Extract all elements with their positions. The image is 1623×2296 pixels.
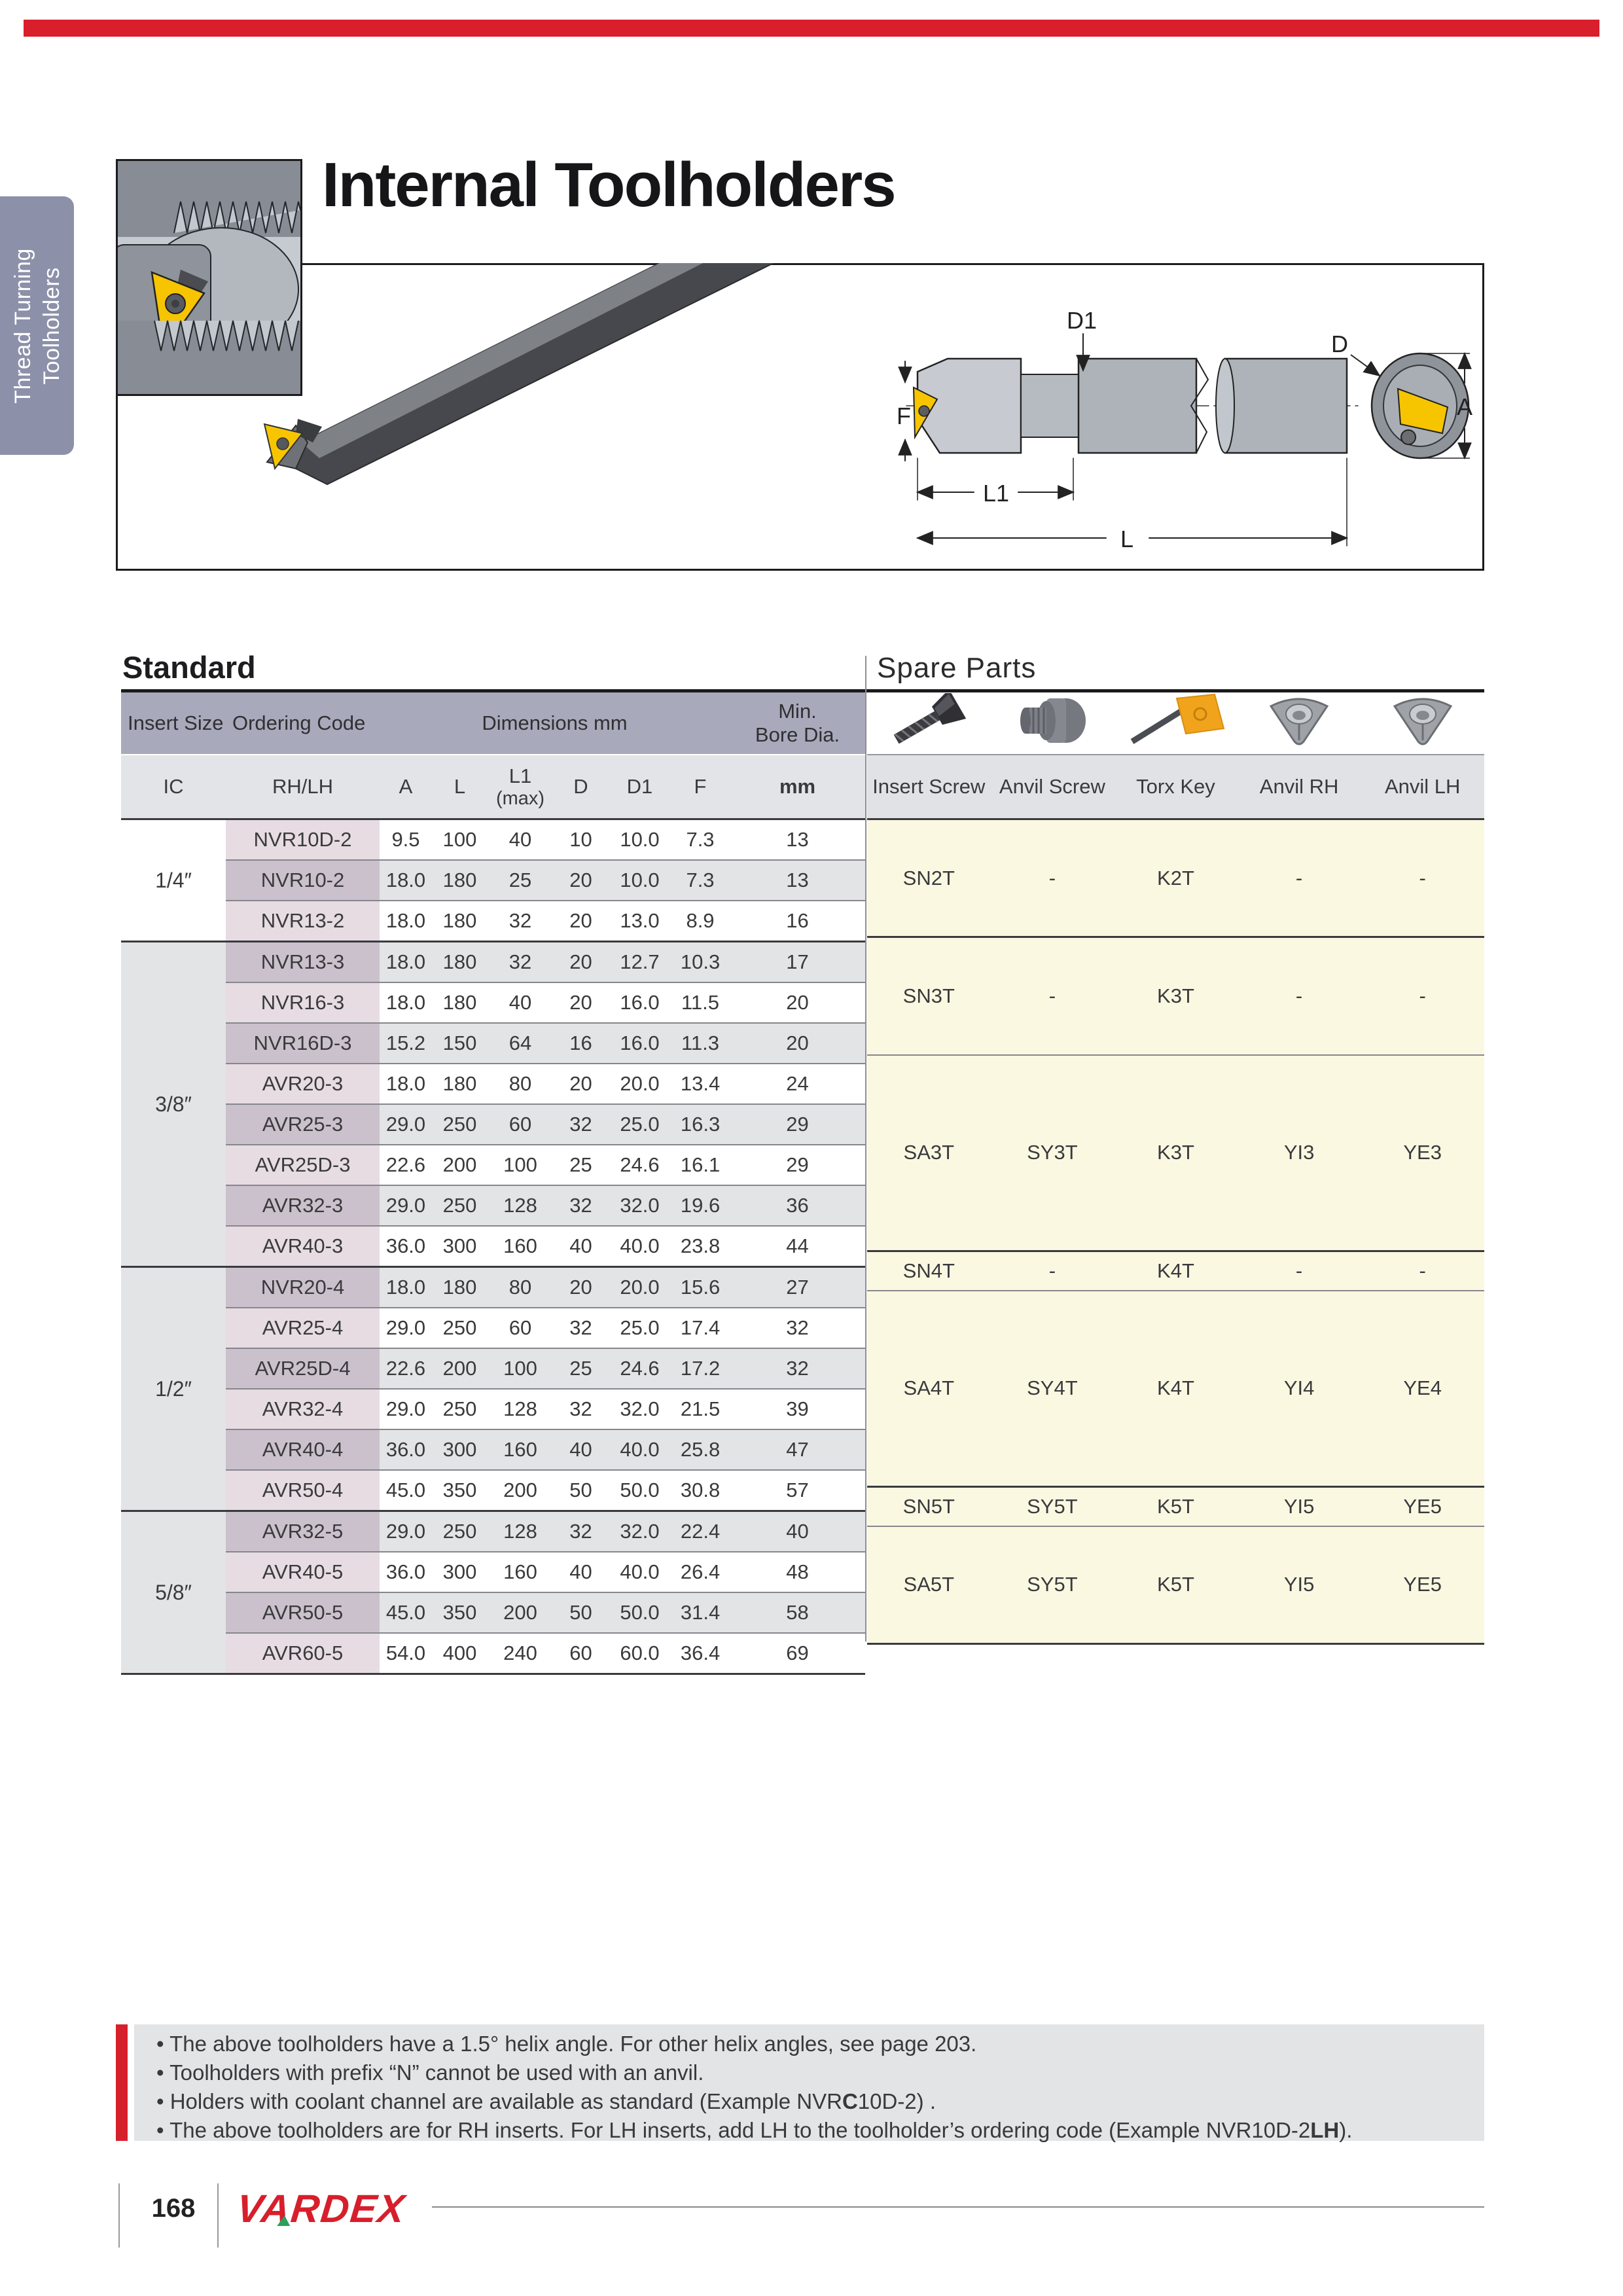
- dimension-cell: 9.5: [380, 819, 432, 861]
- spare-part-cell: K3T: [1114, 937, 1238, 1055]
- dimension-cell: 400: [432, 1633, 488, 1674]
- dimension-cell: 25: [553, 1145, 609, 1185]
- spare-part-cell: SA4T: [867, 1291, 991, 1487]
- spare-part-cell: SY4T: [991, 1291, 1115, 1487]
- spare-parts-row: [867, 1055, 1484, 1251]
- col-header-anvil-rh: Anvil RH: [1238, 755, 1361, 819]
- end-view-drawing: [1331, 331, 1472, 458]
- ordering-code-cell: NVR13-3: [226, 942, 380, 983]
- dimension-cell: 50: [553, 1470, 609, 1511]
- dimension-cell: 240: [488, 1633, 553, 1674]
- dimension-cell: 32.0: [609, 1389, 671, 1429]
- dimension-cell: 10.0: [609, 819, 671, 861]
- ordering-code-cell: AVR32-3: [226, 1185, 380, 1226]
- dimension-cell: 16.3: [671, 1104, 730, 1145]
- top-red-bar: [24, 20, 1599, 37]
- ordering-code-cell: AVR25-3: [226, 1104, 380, 1145]
- dimension-cell: 31.4: [671, 1592, 730, 1633]
- insert-size-cell: 3/8″: [121, 942, 226, 1267]
- table-row: [121, 1104, 865, 1145]
- dimension-cell: 57: [730, 1470, 865, 1511]
- col-header-anvil-lh: Anvil LH: [1361, 755, 1484, 819]
- standard-heading: Standard: [122, 650, 256, 685]
- dimension-cell: 180: [432, 1064, 488, 1104]
- thread-cross-section-illustration: [118, 161, 300, 394]
- ordering-code-cell: AVR25-4: [226, 1308, 380, 1348]
- notes-box: [134, 2024, 1484, 2141]
- spare-part-cell: K5T: [1114, 1526, 1238, 1644]
- insert-size-cell: 1/2″: [121, 1267, 226, 1511]
- table-row: [121, 901, 865, 942]
- dimension-cell: 24.6: [609, 1145, 671, 1185]
- table-row: [121, 1633, 865, 1674]
- dimension-cell: 32: [730, 1348, 865, 1389]
- col-header-min-bore: Min. Bore Dia.: [730, 692, 865, 755]
- svg-text:L: L: [1120, 526, 1134, 552]
- table-row: [121, 1267, 865, 1308]
- dimension-cell: 160: [488, 1226, 553, 1267]
- table-row: [121, 1023, 865, 1064]
- ordering-code-cell: AVR40-4: [226, 1429, 380, 1470]
- dimension-cell: 300: [432, 1552, 488, 1592]
- ordering-code-cell: AVR50-4: [226, 1470, 380, 1511]
- insert-size-cell: 5/8″: [121, 1511, 226, 1674]
- dimension-cell: 36.4: [671, 1633, 730, 1674]
- dimension-cell: 16: [553, 1023, 609, 1064]
- spare-part-cell: -: [991, 937, 1115, 1055]
- spare-parts-row: [867, 1251, 1484, 1291]
- dimension-cell: 32: [488, 901, 553, 942]
- spare-part-cell: SY5T: [991, 1526, 1115, 1644]
- col-header-insert-screw: Insert Screw: [867, 755, 991, 819]
- ordering-code-cell: AVR32-4: [226, 1389, 380, 1429]
- dimension-cell: 25: [488, 860, 553, 901]
- footer-rule: [432, 2206, 1484, 2208]
- page-number: 168: [151, 2194, 196, 2223]
- col-header-insert-size: Insert Size: [121, 692, 226, 755]
- spare-part-cell: YI3: [1238, 1055, 1361, 1251]
- spare-part-cell: YI5: [1238, 1487, 1361, 1526]
- dimension-cell: 150: [432, 1023, 488, 1064]
- dimension-cell: 20: [553, 982, 609, 1023]
- dimension-cell: 18.0: [380, 860, 432, 901]
- dimension-cell: 36.0: [380, 1226, 432, 1267]
- dimension-cell: 16.1: [671, 1145, 730, 1185]
- spare-parts-row: [867, 1487, 1484, 1526]
- dimension-cell: 128: [488, 1185, 553, 1226]
- dimension-cell: 250: [432, 1104, 488, 1145]
- dimension-cell: 12.7: [609, 942, 671, 983]
- dimension-cell: 17.2: [671, 1348, 730, 1389]
- ordering-code-cell: AVR20-3: [226, 1064, 380, 1104]
- dimension-cell: 17.4: [671, 1308, 730, 1348]
- dimension-cell: 44: [730, 1226, 865, 1267]
- ordering-code-cell: AVR25D-4: [226, 1348, 380, 1389]
- dimension-cell: 18.0: [380, 1267, 432, 1308]
- dimension-cell: 21.5: [671, 1389, 730, 1429]
- dimension-cell: 11.5: [671, 982, 730, 1023]
- spare-part-cell: SY3T: [991, 1055, 1115, 1251]
- dimension-cell: 29.0: [380, 1308, 432, 1348]
- dimension-cell: 100: [432, 819, 488, 861]
- col-header-dimensions: Dimensions mm: [380, 692, 730, 755]
- table-row: [121, 1308, 865, 1348]
- spare-part-cell: -: [1361, 819, 1484, 937]
- dimension-cell: 60: [553, 1633, 609, 1674]
- table-row: [121, 1145, 865, 1185]
- dimension-cell: 32: [553, 1104, 609, 1145]
- spare-part-cell: YE3: [1361, 1055, 1484, 1251]
- footer-separator: [217, 2183, 219, 2248]
- spare-part-cell: K3T: [1114, 1055, 1238, 1251]
- spare-parts-table: [867, 692, 1484, 1645]
- dimension-cell: 40.0: [609, 1429, 671, 1470]
- ordering-code-cell: AVR60-5: [226, 1633, 380, 1674]
- spare-part-cell: SN3T: [867, 937, 991, 1055]
- dimension-cell: 25.0: [609, 1308, 671, 1348]
- spare-part-cell: YI4: [1238, 1291, 1361, 1487]
- spare-parts-heading: Spare Parts: [877, 652, 1037, 684]
- toolholder-diagram: [116, 263, 1484, 571]
- vardex-logo: VARDEX: [234, 2187, 408, 2231]
- ordering-code-cell: NVR13-2: [226, 901, 380, 942]
- svg-text:A: A: [1457, 393, 1473, 420]
- dimension-cell: 16.0: [609, 1023, 671, 1064]
- dimension-cell: 180: [432, 860, 488, 901]
- table-header-row: [121, 692, 865, 755]
- page-title: Internal Toolholders: [322, 150, 895, 220]
- spare-part-cell: K5T: [1114, 1487, 1238, 1526]
- dimension-cell: 30.8: [671, 1470, 730, 1511]
- dimension-cell: 40: [488, 819, 553, 861]
- table-divider: [865, 656, 866, 1641]
- dimension-cell: 40: [730, 1511, 865, 1552]
- dimension-cell: 300: [432, 1226, 488, 1267]
- ordering-code-cell: NVR10D-2: [226, 819, 380, 861]
- svg-text:D: D: [1331, 331, 1348, 357]
- spare-part-cell: YE4: [1361, 1291, 1484, 1487]
- spare-part-cell: K4T: [1114, 1251, 1238, 1291]
- table-row: [121, 942, 865, 983]
- spare-part-cell: -: [1361, 937, 1484, 1055]
- table-row: [121, 1389, 865, 1429]
- dimension-cell: 19.6: [671, 1185, 730, 1226]
- dimension-cell: 300: [432, 1429, 488, 1470]
- dimension-cell: 22.4: [671, 1511, 730, 1552]
- dimension-cell: 22.6: [380, 1348, 432, 1389]
- dimension-cell: 32: [488, 942, 553, 983]
- dimension-cell: 180: [432, 1267, 488, 1308]
- table-row: [121, 1429, 865, 1470]
- dimension-cell: 18.0: [380, 1064, 432, 1104]
- dimension-cell: 50.0: [609, 1592, 671, 1633]
- dimension-cell: 24: [730, 1064, 865, 1104]
- table-row: [121, 982, 865, 1023]
- ordering-code-cell: AVR40-5: [226, 1552, 380, 1592]
- spare-parts-row: [867, 1526, 1484, 1644]
- dimension-cell: 25.8: [671, 1429, 730, 1470]
- spare-part-cell: -: [1238, 1251, 1361, 1291]
- dimension-cell: 39: [730, 1389, 865, 1429]
- footer-separator: [118, 2183, 120, 2248]
- dimension-cell: 80: [488, 1267, 553, 1308]
- dimension-cell: 32: [553, 1308, 609, 1348]
- toolholder-3d-render: [264, 263, 789, 484]
- anvil-screw-icon: [991, 692, 1115, 755]
- dimension-cell: 45.0: [380, 1470, 432, 1511]
- dimension-cell: 180: [432, 942, 488, 983]
- col-header-anvil-screw: Anvil Screw: [991, 755, 1115, 819]
- dimension-cell: 20.0: [609, 1064, 671, 1104]
- dimension-cell: 54.0: [380, 1633, 432, 1674]
- col-header-mm: mm: [730, 755, 865, 819]
- spare-part-cell: SN2T: [867, 819, 991, 937]
- spare-parts-row: [867, 937, 1484, 1055]
- dimension-cell: 200: [432, 1348, 488, 1389]
- dimension-cell: 10.3: [671, 942, 730, 983]
- insert-size-cell: 1/4″: [121, 819, 226, 942]
- dimension-cell: 15.6: [671, 1267, 730, 1308]
- dimension-cell: 29.0: [380, 1389, 432, 1429]
- dimension-cell: 64: [488, 1023, 553, 1064]
- col-header-d: D: [553, 755, 609, 819]
- spare-part-cell: YE5: [1361, 1526, 1484, 1644]
- dimension-cell: 40.0: [609, 1552, 671, 1592]
- application-photo: [116, 159, 302, 396]
- dimension-cell: 18.0: [380, 942, 432, 983]
- spare-part-cell: -: [1238, 819, 1361, 937]
- ordering-code-cell: NVR16D-3: [226, 1023, 380, 1064]
- spare-icons-row: [867, 692, 1484, 755]
- footnote: • The above toolholders are for RH inserts. For LH inserts, add LH to the toolholder’s ordering code (Example NVR10D-2LH).: [156, 2118, 1353, 2142]
- sidebar-tab-thread-turning[interactable]: [0, 196, 74, 455]
- spare-part-cell: K2T: [1114, 819, 1238, 937]
- dimension-cell: 40: [553, 1226, 609, 1267]
- dimension-cell: 20.0: [609, 1267, 671, 1308]
- col-header-a: A: [380, 755, 432, 819]
- dimension-cell: 24.6: [609, 1348, 671, 1389]
- dimension-cell: 40: [553, 1552, 609, 1592]
- dimension-cell: 7.3: [671, 860, 730, 901]
- dimension-cell: 18.0: [380, 901, 432, 942]
- table-row: [121, 1226, 865, 1267]
- dimension-cell: 40.0: [609, 1226, 671, 1267]
- dimension-cell: 100: [488, 1145, 553, 1185]
- dimension-cell: 47: [730, 1429, 865, 1470]
- spare-part-cell: -: [1361, 1251, 1484, 1291]
- dimension-cell: 250: [432, 1511, 488, 1552]
- ordering-code-cell: AVR50-5: [226, 1592, 380, 1633]
- dimension-cell: 32: [553, 1511, 609, 1552]
- spare-part-cell: -: [991, 1251, 1115, 1291]
- ordering-code-cell: NVR20-4: [226, 1267, 380, 1308]
- ordering-code-cell: AVR25D-3: [226, 1145, 380, 1185]
- spare-parts-row: [867, 1291, 1484, 1487]
- col-header-f: F: [671, 755, 730, 819]
- table-row: [121, 860, 865, 901]
- dimension-cell: 23.8: [671, 1226, 730, 1267]
- dimension-cell: 8.9: [671, 901, 730, 942]
- ordering-code-cell: NVR16-3: [226, 982, 380, 1023]
- dimension-cell: 200: [488, 1592, 553, 1633]
- dimension-cell: 18.0: [380, 982, 432, 1023]
- svg-text:F: F: [897, 403, 911, 429]
- ordering-code-cell: AVR32-5: [226, 1511, 380, 1552]
- dimension-cell: 25: [553, 1348, 609, 1389]
- dimension-cell: 250: [432, 1389, 488, 1429]
- dimension-cell: 29: [730, 1104, 865, 1145]
- anvil-rh-icon: [1238, 692, 1361, 755]
- dimension-cell: 128: [488, 1389, 553, 1429]
- col-header-l: L: [432, 755, 488, 819]
- dimension-cell: 45.0: [380, 1592, 432, 1633]
- table-row: [121, 1470, 865, 1511]
- dimension-cell: 16: [730, 901, 865, 942]
- dimension-cell: 29.0: [380, 1511, 432, 1552]
- spare-part-cell: SA5T: [867, 1526, 991, 1644]
- dimension-cell: 36: [730, 1185, 865, 1226]
- dimension-cell: 20: [553, 942, 609, 983]
- dimension-cell: 20: [553, 1267, 609, 1308]
- torx-key-icon: [1114, 692, 1238, 755]
- sidebar-tab-label: Thread Turning Toolholders: [10, 247, 64, 404]
- svg-text:D1: D1: [1067, 307, 1097, 334]
- insert-screw-icon: [867, 692, 991, 755]
- dimension-cell: 13: [730, 819, 865, 861]
- dimension-cell: 250: [432, 1185, 488, 1226]
- dimension-cell: 10.0: [609, 860, 671, 901]
- dimension-cell: 160: [488, 1552, 553, 1592]
- dimension-cell: 200: [488, 1470, 553, 1511]
- footnote: • The above toolholders have a 1.5° helix angle. For other helix angles, see page 203.: [156, 2032, 977, 2056]
- spare-part-cell: SN4T: [867, 1251, 991, 1291]
- dimension-cell: 60.0: [609, 1633, 671, 1674]
- dimension-cell: 13.4: [671, 1064, 730, 1104]
- dimension-cell: 32.0: [609, 1185, 671, 1226]
- dimension-cell: 50.0: [609, 1470, 671, 1511]
- spare-part-cell: -: [1238, 937, 1361, 1055]
- table-row: [121, 819, 865, 861]
- footnote: • Holders with coolant channel are available as standard (Example NVRC10D-2) .: [156, 2089, 936, 2113]
- dimension-cell: 10: [553, 819, 609, 861]
- col-header-d1: D1: [609, 755, 671, 819]
- dimension-cell: 80: [488, 1064, 553, 1104]
- dimension-cell: 20: [553, 860, 609, 901]
- dimension-cell: 69: [730, 1633, 865, 1674]
- spare-part-cell: -: [991, 819, 1115, 937]
- col-header-rhlh: RH/LH: [226, 755, 380, 819]
- table-row: [121, 1511, 865, 1552]
- spare-part-cell: SN5T: [867, 1487, 991, 1526]
- dimension-cell: 22.6: [380, 1145, 432, 1185]
- table-row: [121, 1348, 865, 1389]
- dimension-cell: 200: [432, 1145, 488, 1185]
- col-header-l1: L1 (max): [488, 755, 553, 819]
- table-row: [121, 1185, 865, 1226]
- table-row: [121, 1592, 865, 1633]
- dimension-cell: 25.0: [609, 1104, 671, 1145]
- dimension-cell: 29: [730, 1145, 865, 1185]
- dimension-cell: 17: [730, 942, 865, 983]
- dimension-cell: 160: [488, 1429, 553, 1470]
- dimension-cell: 20: [730, 1023, 865, 1064]
- dimension-cell: 13.0: [609, 901, 671, 942]
- dimension-cell: 40: [488, 982, 553, 1023]
- dimension-cell: 15.2: [380, 1023, 432, 1064]
- anvil-lh-icon: [1361, 692, 1484, 755]
- spare-part-cell: K4T: [1114, 1291, 1238, 1487]
- notes-accent-bar: [116, 2024, 128, 2141]
- dimension-cell: 29.0: [380, 1185, 432, 1226]
- table-subheader-row: [121, 755, 865, 819]
- col-header-ordering-code: Ordering Code: [226, 692, 380, 755]
- dimension-cell: 16.0: [609, 982, 671, 1023]
- dimension-cell: 26.4: [671, 1552, 730, 1592]
- dimension-cell: 32: [553, 1185, 609, 1226]
- dimension-cell: 250: [432, 1308, 488, 1348]
- dimension-cell: 20: [730, 982, 865, 1023]
- dimension-cell: 100: [488, 1348, 553, 1389]
- dimension-cell: 48: [730, 1552, 865, 1592]
- footnote: • Toolholders with prefix “N” cannot be used with an anvil.: [156, 2060, 704, 2085]
- table-row: [121, 1064, 865, 1104]
- dimension-cell: 128: [488, 1511, 553, 1552]
- dimension-cell: 13: [730, 860, 865, 901]
- dimension-cell: 350: [432, 1470, 488, 1511]
- dimension-cell: 7.3: [671, 819, 730, 861]
- dimension-cell: 40: [553, 1429, 609, 1470]
- standard-table: [121, 692, 865, 1675]
- svg-text:L1: L1: [983, 480, 1010, 507]
- ordering-code-cell: AVR40-3: [226, 1226, 380, 1267]
- dimension-cell: 32.0: [609, 1511, 671, 1552]
- col-header-torx-key: Torx Key: [1114, 755, 1238, 819]
- col-header-ic: IC: [121, 755, 226, 819]
- dimension-cell: 60: [488, 1104, 553, 1145]
- dimension-cell: 58: [730, 1592, 865, 1633]
- dimension-cell: 32: [730, 1308, 865, 1348]
- dimension-cell: 180: [432, 901, 488, 942]
- spare-part-cell: SA3T: [867, 1055, 991, 1251]
- dimension-cell: 60: [488, 1308, 553, 1348]
- dimension-cell: 50: [553, 1592, 609, 1633]
- spare-part-cell: YE5: [1361, 1487, 1484, 1526]
- dimension-cell: 36.0: [380, 1429, 432, 1470]
- side-view-drawing: [897, 307, 1358, 552]
- spare-labels-row: [867, 755, 1484, 819]
- dimension-cell: 180: [432, 982, 488, 1023]
- spare-part-cell: SY5T: [991, 1487, 1115, 1526]
- logo-green-accent: [277, 2215, 291, 2226]
- ordering-code-cell: NVR10-2: [226, 860, 380, 901]
- dimension-cell: 20: [553, 901, 609, 942]
- dimension-cell: 20: [553, 1064, 609, 1104]
- spare-part-cell: YI5: [1238, 1526, 1361, 1644]
- dimension-cell: 350: [432, 1592, 488, 1633]
- dimension-cell: 27: [730, 1267, 865, 1308]
- table-row: [121, 1552, 865, 1592]
- dimension-cell: 11.3: [671, 1023, 730, 1064]
- dimension-cell: 32: [553, 1389, 609, 1429]
- dimension-cell: 29.0: [380, 1104, 432, 1145]
- spare-parts-row: [867, 819, 1484, 937]
- dimension-cell: 36.0: [380, 1552, 432, 1592]
